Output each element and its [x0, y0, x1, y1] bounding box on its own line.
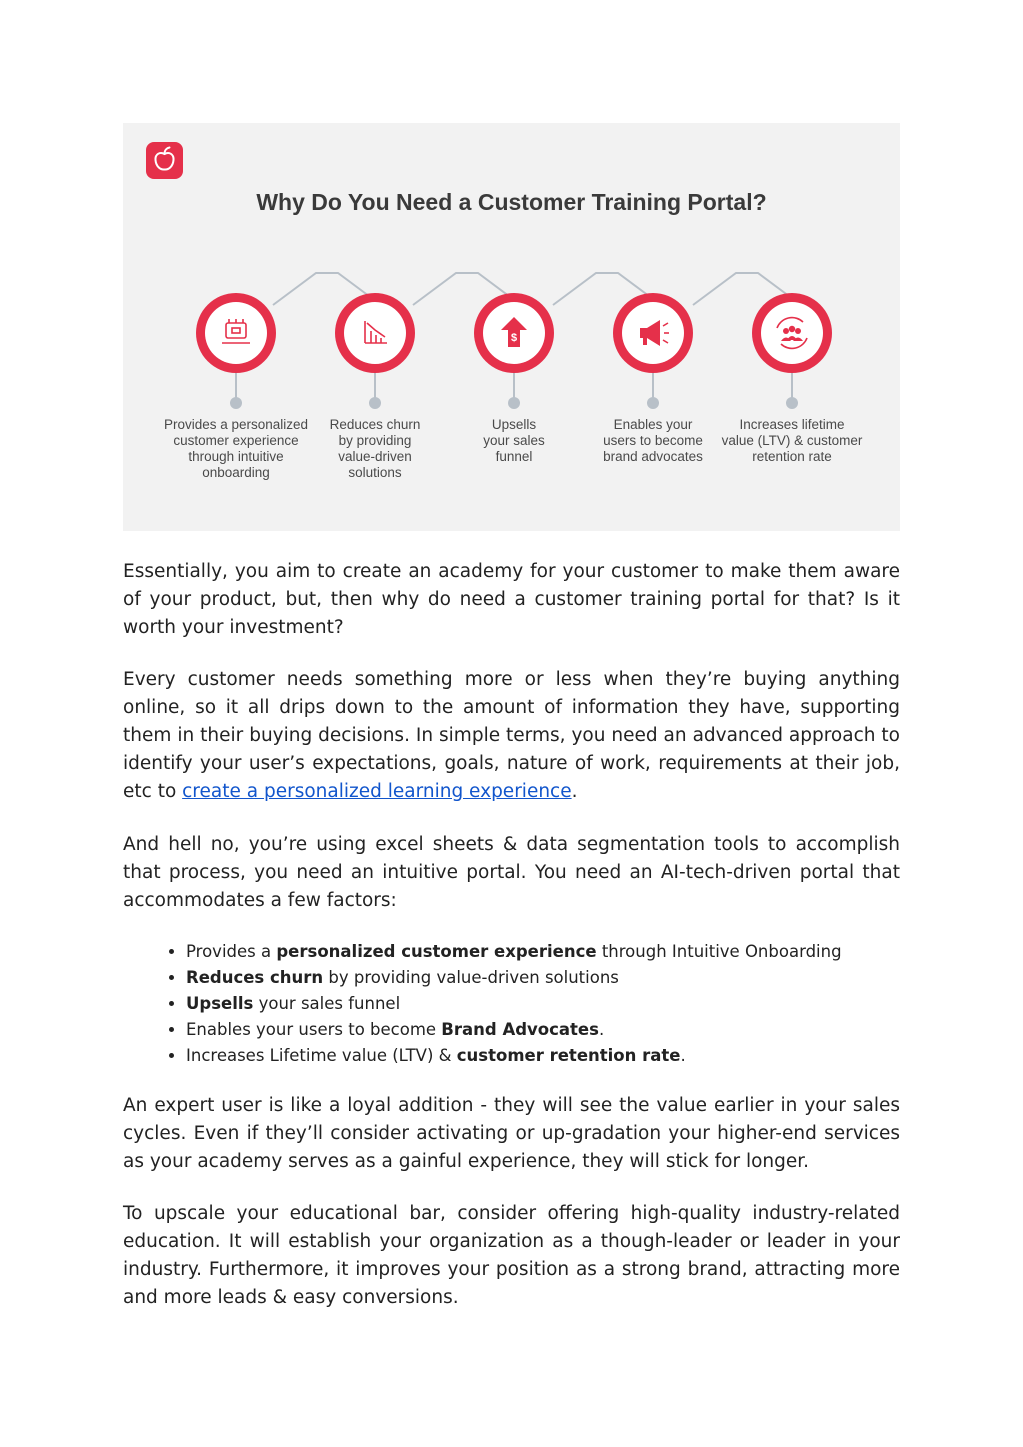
infographic — [123, 123, 900, 531]
step-1-node — [196, 293, 276, 409]
list-item-bold: Brand Advocates — [441, 1020, 599, 1039]
list-item-text: through Intuitive Onboarding — [596, 942, 842, 961]
step-4-node — [613, 293, 693, 409]
step-3-label: Upsells your sales funnel — [483, 417, 545, 464]
list-item-bold: customer retention rate — [456, 1046, 681, 1065]
paragraph-5: To upscale your educational bar, consider offering high-quality industry-related education. It will establish your organization as a though-leader or leader in your industry. Furthermore, it improves your position as a strong brand, attracting more and more leads & easy conversions. — [123, 1203, 900, 1308]
paragraph-2-text: Every customer needs something more or less when they’re buying anything online, so it all drips down to the amount of information they have, supporting them in their buying decisions. In simple terms, you need an advanced approach to identify your user’s expectations, goals, nature of work, requirements at their job, etc to — [123, 669, 900, 802]
list-item-text: . — [598, 1020, 605, 1039]
list-item — [186, 965, 963, 991]
list-item-text: your sales funnel — [253, 994, 401, 1013]
list-item — [186, 991, 963, 1017]
list-item-bold: Reduces churn — [186, 968, 324, 987]
paragraph-2-end: . — [571, 781, 578, 802]
step-1-label: Provides a personalized customer experience through intuitive onboarding — [163, 417, 309, 480]
paragraph-2 — [123, 666, 900, 806]
list-item-bold: personalized customer experience — [276, 942, 597, 961]
step-3-node — [474, 293, 554, 409]
list-item — [186, 1043, 963, 1069]
list-item-text: Increases Lifetime value (LTV) & — [186, 1046, 457, 1065]
infographic-title: Why Do You Need a Customer Training Portal? — [256, 189, 767, 215]
step-2-node — [335, 293, 415, 409]
list-item-text: . — [680, 1046, 686, 1065]
step-5-label: Increases lifetime value (LTV) & customer retention rate — [721, 417, 863, 464]
step-4-label: Enables your users to become brand advocates — [603, 417, 703, 464]
paragraph-1: Essentially, you aim to create an academy for your customer to make them aware of your product, but, then why do need a customer training portal for that? Is it worth your investment? — [123, 561, 900, 638]
step-5-node — [752, 293, 832, 409]
personalized-learning-link[interactable]: create a personalized learning experience — [182, 781, 572, 802]
list-item-text: Enables your users to become — [186, 1020, 442, 1039]
paragraph-4: An expert user is like a loyal addition - they will see the value earlier in your sales cycles. Even if they’ll consider activating or up-gradation your higher-end services as your academy serves as a gainful experience, they will stick for longer. — [123, 1095, 900, 1172]
step-2-label: Reduces churn by providing value-driven solutions — [329, 417, 421, 480]
list-item-text: by providing value-driven solutions — [323, 968, 619, 987]
list-item-bold: Upsells — [186, 994, 254, 1013]
paragraph-3: And hell no, you’re using excel sheets & data segmentation tools to accomplish that process, you need an intuitive portal. You need an AI-tech-driven portal that accommodates a few factors: — [123, 834, 900, 911]
list-item — [186, 1017, 963, 1043]
svg-text:$: $ — [510, 332, 518, 344]
list-item-text: Provides a — [186, 942, 277, 961]
list-item — [186, 939, 963, 965]
factors-list — [123, 939, 963, 1069]
